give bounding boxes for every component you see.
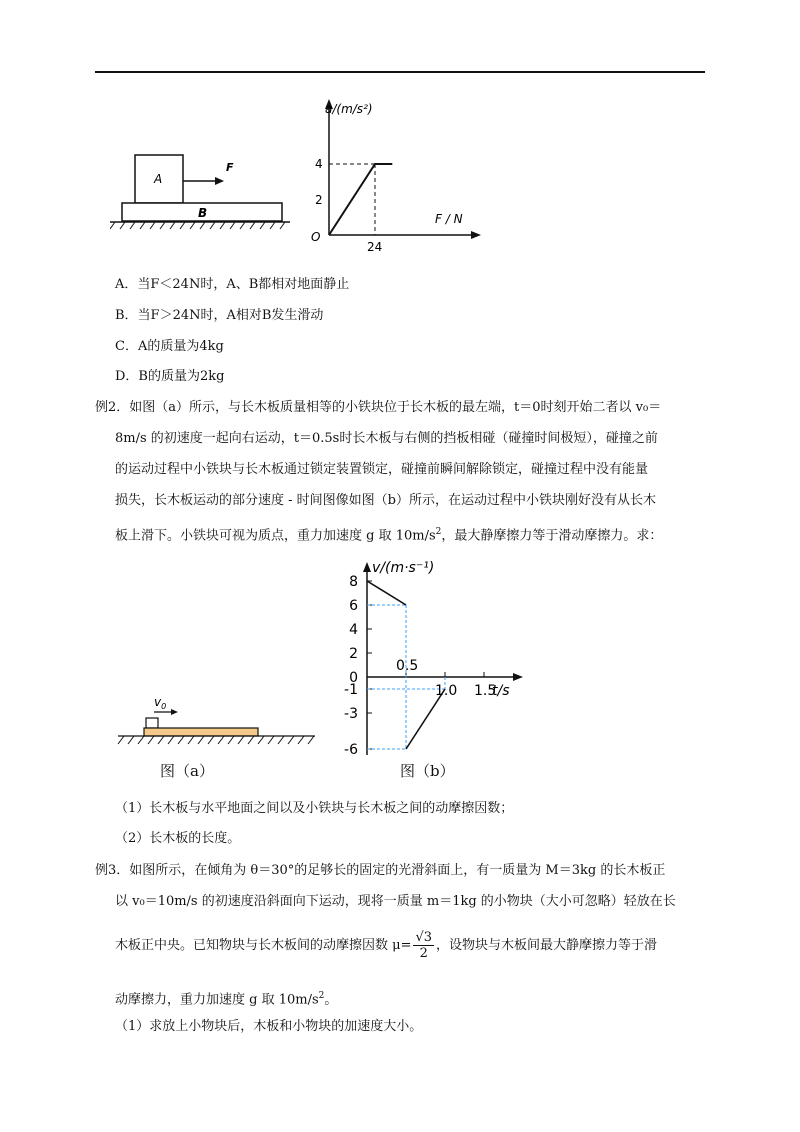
vt-y-label: v/(m·s⁻¹): [372, 560, 435, 576]
vt-y-tick-0: 0: [349, 670, 358, 686]
ex2-line5-a: 板上滑下。小铁块可视为质点，重力加速度 g 取 10m/s: [115, 528, 436, 544]
ground-hatching: [110, 222, 285, 229]
acceleration-line: [329, 164, 392, 235]
ex3-line1: 例3．如图所示，在倾角为 θ＝30°的足够长的固定的光滑斜面上，有一质量为 M＝3kg 的长木板正: [95, 863, 666, 878]
header-rule: [95, 71, 705, 73]
ex3-line2: 以 v₀＝10m/s 的初速度沿斜面向下运动，现将一质量 m＝1kg 的小物块（大小可忽略）轻放在长: [115, 894, 676, 909]
vt-x-tick-10: 1.0: [435, 683, 458, 699]
ex2-line5-b: ，最大静摩擦力等于滑动摩擦力。求：: [441, 528, 663, 544]
ex2-line2: 8m/s 的初速度一起向右运动，t＝0.5s时长木板与右侧的挡板相碰（碰撞时间极短），碰撞之前: [115, 431, 658, 446]
ex3-line4: [115, 987, 337, 1009]
block-b-label: B: [198, 206, 208, 220]
vt-tick-marks: [367, 581, 484, 749]
caption-b: 图（b）: [400, 762, 455, 780]
v0-arrowhead: [171, 709, 178, 715]
option-a: A．当F＜24N时，A、B都相对地面静止: [115, 277, 350, 292]
figure-a-board: [110, 690, 320, 750]
force-label: F: [226, 161, 234, 174]
figure-blocks-ab: [110, 145, 300, 235]
ex2-line5: [115, 523, 662, 545]
v0-label: [154, 695, 166, 711]
ex3-line3-a: 木板正中央。已知物块与长木板间的动摩擦因数 μ=: [115, 938, 412, 953]
y-tick-2: 2: [315, 193, 323, 207]
mu-numerator: √3: [415, 930, 433, 945]
vt-y-tick-minus1: -1: [344, 682, 358, 698]
option-d: D．B的质量为2kg: [115, 369, 225, 384]
option-b: B．当F＞24N时，A相对B发生滑动: [115, 308, 324, 323]
vt-x-tick-15: 1.5: [474, 683, 497, 699]
vt-x-tick-05: 0.5: [396, 658, 419, 674]
v0-subscript: 0: [161, 702, 167, 711]
vt-y-tick-minus6: -6: [344, 742, 358, 758]
long-board: [144, 728, 258, 736]
option-c: C．A的质量为4kg: [115, 339, 224, 354]
x-axis-label: F / N: [435, 212, 463, 226]
vt-x-label: t/s: [492, 683, 510, 699]
ex3-line4-a: 动摩擦力，重力加速度 g 取 10m/s: [115, 992, 319, 1008]
vt-y-tick-4: 4: [349, 622, 358, 638]
vt-y-tick-minus3: -3: [344, 706, 358, 722]
mu-fraction: [413, 930, 434, 961]
ex2-q1: （1）长木板与水平地面之间以及小铁块与长木板之间的动摩擦因数；: [115, 801, 514, 816]
caption-a: 图（a）: [160, 762, 214, 780]
floor-hatching: [118, 736, 314, 744]
graph-a-vs-f: [305, 95, 495, 255]
ex2-line4: 损失，长木板运动的部分速度 - 时间图像如图（b）所示，在运动过程中小铁块刚好没有从长木: [115, 493, 656, 508]
velocity-line-before: [367, 581, 406, 605]
y-tick-4: 4: [315, 157, 323, 171]
x-tick-24: 24: [367, 240, 383, 254]
ex2-line1: 例2．如图（a）所示，与长木板质量相等的小铁块位于长木板的最左端，t＝0时刻开始二者以 v₀＝: [95, 400, 662, 415]
x-axis-arrow: [471, 231, 481, 239]
vt-y-tick-6: 6: [349, 598, 358, 614]
origin-label: O: [311, 230, 321, 244]
ex3-line4-b: 。: [324, 992, 338, 1008]
ex3-q1: （1）求放上小物块后，木板和小物块的加速度大小。: [115, 1019, 423, 1034]
graph-v-vs-t: [330, 550, 530, 760]
force-arrowhead: [215, 177, 224, 185]
iron-block: [146, 718, 158, 728]
v0-symbol: v: [154, 695, 162, 709]
vt-y-axis-arrow: [363, 562, 371, 572]
y-axis-label: a/(m/s²): [325, 102, 373, 116]
ex3-line3-b: ，设物块与木板间最大静摩擦力等于滑: [436, 938, 658, 953]
vt-y-tick-8: 8: [349, 574, 358, 590]
block-a-label: A: [154, 172, 163, 186]
vt-x-axis-arrow: [513, 673, 523, 681]
ex3-line3: [115, 930, 657, 961]
ex3-line4-sup: 2: [318, 991, 325, 1001]
ex2-q2: （2）长木板的长度。: [115, 831, 241, 846]
ex2-line3: 的运动过程中小铁块与长木板通过锁定装置锁定，碰撞前瞬间解除锁定，碰撞过程中没有能量: [115, 462, 649, 477]
vt-y-tick-2: 2: [349, 646, 358, 662]
ex2-line5-sup: 2: [435, 527, 442, 537]
mu-denominator: 2: [419, 946, 428, 961]
